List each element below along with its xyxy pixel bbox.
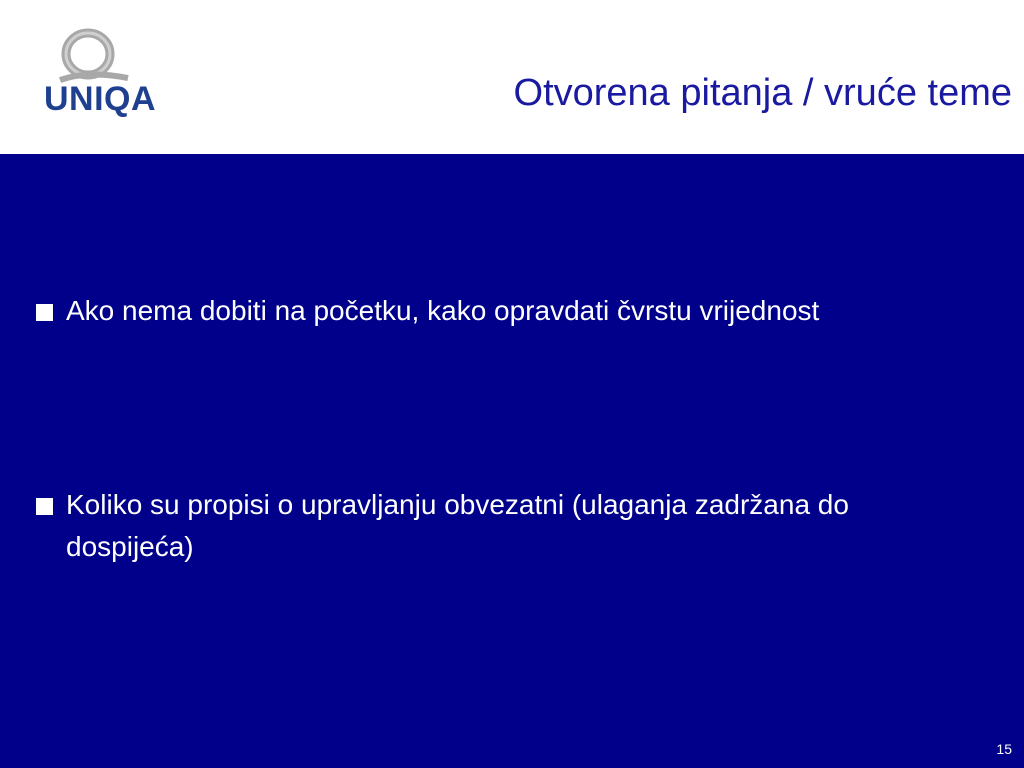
bullet-item (36, 484, 876, 568)
page-number: 15 (996, 741, 1012, 757)
bullet-text: Ako nema dobiti na početku, kako opravdati čvrstu vrijednost (66, 295, 820, 326)
bullet-text: Koliko su propisi o upravljanju obvezatni (ulaganja zadržana do dospijeća) (66, 489, 849, 562)
slide-title: Otvorena pitanja / vruće teme (513, 72, 1012, 114)
bullet-item (36, 290, 876, 332)
slide-content (0, 154, 1024, 768)
logo-emblem-icon (36, 28, 140, 88)
square-bullet-icon (36, 498, 53, 515)
slide-header (0, 0, 1024, 154)
square-bullet-icon (36, 304, 53, 321)
uniqa-logo (36, 28, 157, 124)
logo-wordmark: UNIQA (44, 80, 157, 118)
